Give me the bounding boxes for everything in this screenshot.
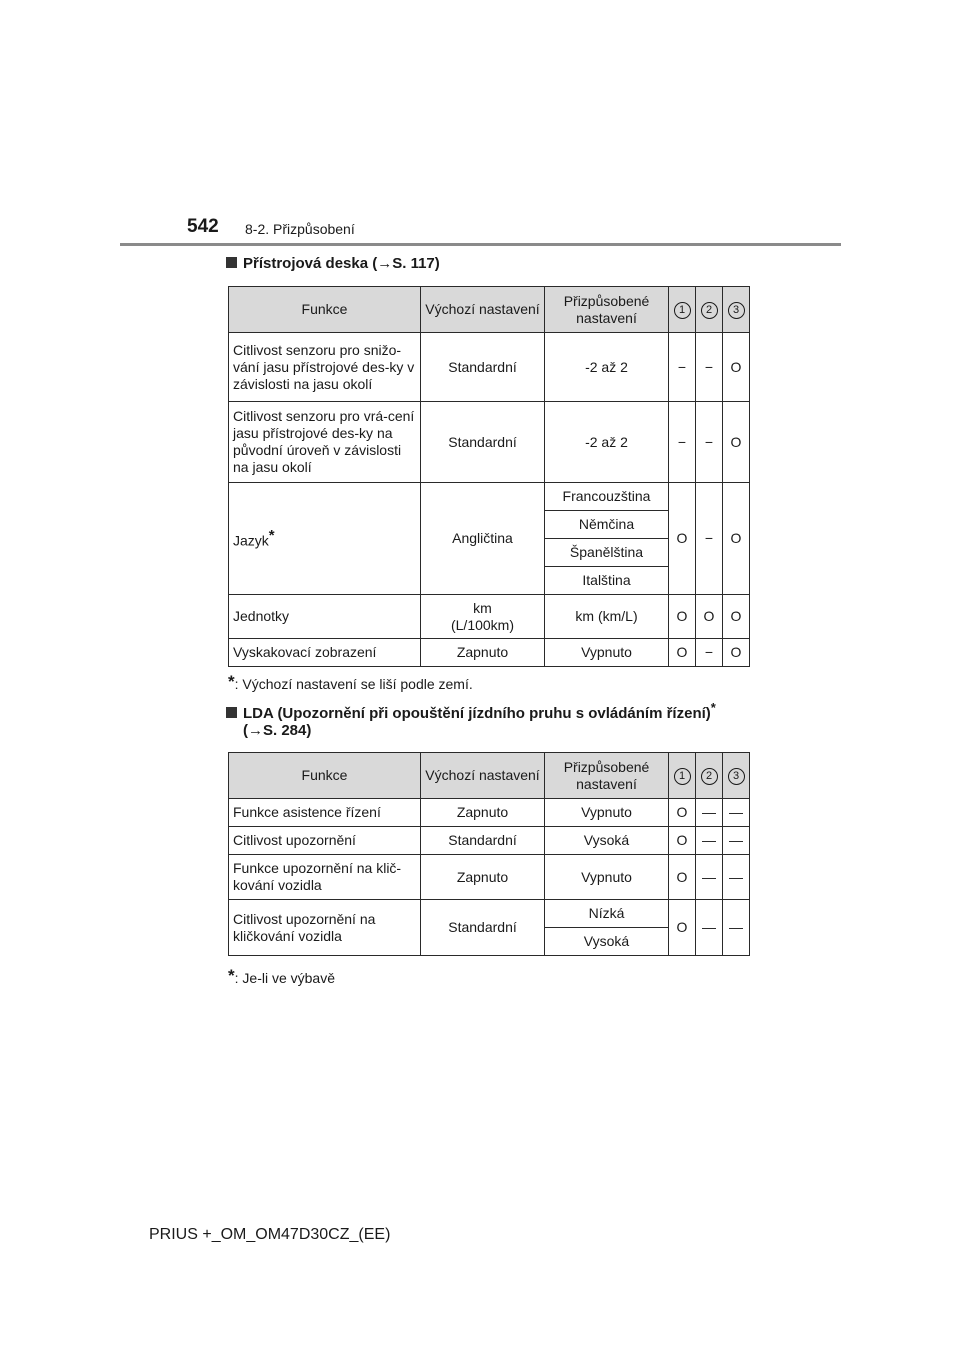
cell-default: Angličtina: [421, 483, 545, 595]
cell-custom: km (km/L): [545, 595, 669, 639]
asterisk-mark: *: [268, 527, 275, 545]
cell-custom-option: Nízká: [545, 900, 669, 928]
cell-c2: O: [696, 595, 723, 639]
cell-function: Funkce asistence řízení: [229, 799, 421, 827]
cell-default: Zapnuto: [421, 799, 545, 827]
lda-table: [228, 752, 750, 956]
cell-c1: O: [669, 855, 696, 900]
cell-function: Citlivost upozornění: [229, 827, 421, 855]
cell-custom-option: Italština: [545, 567, 669, 595]
heading-text: LDA (Upozornění při opouštění jízdního pruhu s ovládáním řízení): [243, 705, 711, 722]
cell-c1: −: [669, 333, 696, 402]
cell-default: [421, 595, 545, 639]
function-text: Jazyk: [233, 532, 269, 549]
footnote-2: [228, 966, 335, 986]
cell-custom: Vypnuto: [545, 639, 669, 667]
cell-c2: —: [696, 900, 723, 956]
heading-text: Přístrojová deska (→S. 117): [243, 255, 440, 272]
cell-c2: −: [696, 402, 723, 483]
col-header-1: [669, 287, 696, 333]
section-heading-instrument-panel: [226, 253, 440, 275]
cell-default: Standardní: [421, 402, 545, 483]
default-text: km (L/100km): [450, 599, 515, 633]
cell-c3: O: [723, 402, 750, 483]
cell-c3: O: [723, 483, 750, 595]
cell-custom: -2 až 2: [545, 333, 669, 402]
cell-c1: O: [669, 483, 696, 595]
cell-default: Standardní: [421, 900, 545, 956]
col-header-2: [696, 753, 723, 799]
cell-function: Citlivost senzoru pro snižo-vání jasu přístrojové des-ky v závislosti na jasu okolí: [229, 333, 421, 402]
cell-function: Vyskakovací zobrazení: [229, 639, 421, 667]
section-heading-ref: (→S. 284): [243, 722, 312, 739]
col-header-1: [669, 753, 696, 799]
cell-c2: −: [696, 333, 723, 402]
circled-number-3: 3: [728, 768, 745, 785]
cell-c2: —: [696, 855, 723, 900]
asterisk-mark: *: [710, 700, 716, 715]
table-header-row: [229, 753, 750, 799]
cell-c3: —: [723, 799, 750, 827]
cell-custom-option: Vysoká: [545, 928, 669, 956]
cell-default: Standardní: [421, 827, 545, 855]
circled-number-2: 2: [701, 302, 718, 319]
cell-c3: —: [723, 827, 750, 855]
circled-number-1: 1: [674, 768, 691, 785]
table-row: [229, 483, 750, 511]
table-row: [229, 639, 750, 667]
header-rule: [120, 243, 841, 246]
circled-number-1: 1: [674, 302, 691, 319]
square-bullet-icon: [226, 707, 237, 718]
cell-c1: O: [669, 595, 696, 639]
col-header-custom: Přizpůsobené nastavení: [545, 753, 669, 799]
footnote-text: : Výchozí nastavení se liší podle zemí.: [234, 676, 473, 692]
cell-function: Citlivost senzoru pro vrá-cení jasu přístrojové des-ky na původní úroveň v závislosti na jasu okolí: [229, 402, 421, 483]
table-row: [229, 799, 750, 827]
footnote-1: [228, 672, 473, 692]
cell-c3: O: [723, 595, 750, 639]
circled-number-3: 3: [728, 302, 745, 319]
table-header-row: [229, 287, 750, 333]
cell-custom: Vypnuto: [545, 799, 669, 827]
col-header-3: [723, 753, 750, 799]
cell-c3: —: [723, 855, 750, 900]
cell-c3: O: [723, 333, 750, 402]
footnote-text: : Je-li ve výbavě: [234, 970, 335, 986]
page-number: 542: [187, 216, 219, 237]
col-header-function: Funkce: [229, 753, 421, 799]
cell-function: [229, 483, 421, 595]
instrument-panel-table: [228, 286, 750, 667]
cell-function: Funkce upozornění na klič-kování vozidla: [229, 855, 421, 900]
square-bullet-icon: [226, 257, 237, 268]
cell-custom-option: Němčina: [545, 511, 669, 539]
col-header-custom: Přizpůsobené nastavení: [545, 287, 669, 333]
col-header-default: Výchozí nastavení: [421, 287, 545, 333]
cell-c1: O: [669, 827, 696, 855]
col-header-2: [696, 287, 723, 333]
document-id: PRIUS +_OM_OM47D30CZ_(EE): [149, 1226, 391, 1243]
cell-default: Zapnuto: [421, 855, 545, 900]
table-row: [229, 900, 750, 928]
cell-function: Jednotky: [229, 595, 421, 639]
table-row: [229, 855, 750, 900]
asterisk-mark: *: [228, 966, 235, 985]
cell-c1: O: [669, 639, 696, 667]
cell-c1: O: [669, 799, 696, 827]
cell-c1: O: [669, 900, 696, 956]
asterisk-mark: *: [228, 672, 235, 691]
cell-c2: —: [696, 827, 723, 855]
table-row: [229, 595, 750, 639]
cell-custom: -2 až 2: [545, 402, 669, 483]
cell-c1: −: [669, 402, 696, 483]
table-row: [229, 827, 750, 855]
cell-custom: Vypnuto: [545, 855, 669, 900]
circled-number-2: 2: [701, 768, 718, 785]
col-header-function: Funkce: [229, 287, 421, 333]
section-label: 8-2. Přizpůsobení: [245, 221, 355, 237]
cell-default: Standardní: [421, 333, 545, 402]
cell-function: Citlivost upozornění na kličkování vozidla: [229, 900, 421, 956]
cell-c3: O: [723, 639, 750, 667]
cell-c3: —: [723, 900, 750, 956]
table-row: [229, 333, 750, 402]
cell-c2: −: [696, 483, 723, 595]
cell-c2: −: [696, 639, 723, 667]
cell-custom-option: Španělština: [545, 539, 669, 567]
table-row: [229, 402, 750, 483]
cell-custom-option: Francouzština: [545, 483, 669, 511]
col-header-3: [723, 287, 750, 333]
cell-default: Zapnuto: [421, 639, 545, 667]
col-header-default: Výchozí nastavení: [421, 753, 545, 799]
cell-custom: Vysoká: [545, 827, 669, 855]
cell-c2: —: [696, 799, 723, 827]
